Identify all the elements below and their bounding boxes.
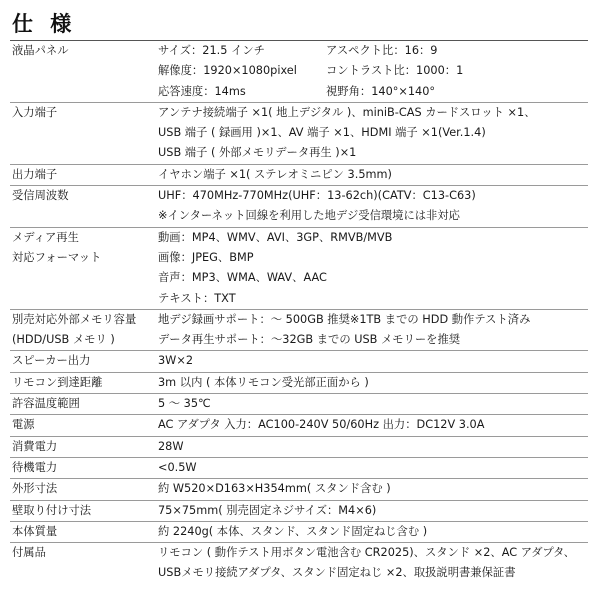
standby-value: <0.5W (158, 460, 197, 474)
spec-row-consumption (10, 437, 588, 458)
remote-value: 3m 以内 ( 本体リモコン受光部正面から ) (158, 375, 369, 389)
accessories-line: USBメモリ接続アダプタ、スタンド固定ねじ ×2、取扱説明書兼保証書 (158, 566, 516, 580)
spec-row-media (10, 228, 588, 310)
spec-label-dimensions (10, 479, 158, 499)
power-label: 電源 (12, 418, 35, 432)
consumption-value: 28W (158, 439, 184, 453)
spec-label-output (10, 165, 158, 185)
spec-values-power (158, 415, 588, 435)
page-title: 仕 様 (12, 12, 77, 36)
temperature-value: 5 ～ 35℃ (158, 397, 211, 411)
spec-row-accessories (10, 543, 588, 584)
media-video: 動画：MP4、WMV、AVI、3GP、RMVB/MVB (158, 230, 393, 244)
spec-values-remote (158, 373, 588, 393)
spec-row-speaker (10, 351, 588, 372)
media-audio: 音声：MP3、WMA、WAV、AAC (158, 271, 327, 285)
spec-label-media (10, 228, 158, 309)
media-label-line-2: 対応フォーマット (12, 250, 102, 264)
panel-line-2 (158, 61, 588, 81)
panel-size: サイズ：21.5 インチ (158, 44, 265, 57)
input-line: USB 端子 ( 録画用 )×1、AV 端子 ×1、HDMI 端子 ×1(Ver.1.4) (158, 126, 486, 140)
consumption-label: 消費電力 (12, 439, 58, 453)
external-memory-recording: 地デジ録画サポート：～ 500GB 推奨※1TB までの HDD 動作テスト済み (158, 312, 531, 326)
spec-values-dimensions (158, 479, 588, 499)
speaker-label: スピーカー出力 (12, 354, 91, 368)
spec-label-input (10, 103, 158, 164)
spec-values-accessories (158, 543, 588, 584)
spec-values-temperature (158, 394, 588, 414)
wall-mount-value: 75×75mm( 別売固定ネジサイズ：M4×6) (158, 503, 377, 517)
panel-aspect-ratio: アスペクト比：16：9 (326, 44, 438, 57)
spec-row-panel (10, 41, 588, 103)
standby-label: 待機電力 (12, 460, 58, 474)
media-label-line-1: メディア再生 (12, 230, 79, 244)
spec-values-frequency (158, 186, 588, 227)
frequency-note: ※インターネット回線を利用した地デジ受信環境には非対応 (158, 209, 460, 223)
temperature-label: 許容温度範囲 (12, 397, 80, 411)
spec-values-external-memory (158, 310, 588, 351)
remote-label: リモコン到達距離 (12, 375, 103, 389)
spec-row-output (10, 165, 588, 186)
input-line: アンテナ接続端子 ×1( 地上デジタル )、miniB-CAS カードスロット ×1、 (158, 105, 536, 119)
spec-row-power (10, 415, 588, 436)
media-image: 画像：JPEG、BMP (158, 250, 254, 264)
accessories-line: リモコン ( 動作テスト用ボタン電池含む CR2025)、スタンド ×2、AC アダプタ、 (158, 546, 575, 560)
panel-contrast: コントラスト比：1000：1 (326, 64, 464, 78)
external-memory-playback: データ再生サポート：～32GB までの USB メモリーを推奨 (158, 333, 461, 347)
spec-values-media (158, 228, 588, 309)
power-value: AC アダプタ 入力：AC100-240V 50/60Hz 出力：DC12V 3.0A (158, 418, 485, 432)
spec-values-wall-mount (158, 501, 588, 521)
panel-line-3 (158, 82, 588, 102)
external-memory-label-line-2: (HDD/USB メモリ ) (12, 333, 115, 347)
spec-label-remote (10, 373, 158, 393)
spec-label-temperature (10, 394, 158, 414)
frequency-line: UHF：470MHz-770MHz(UHF：13-62ch)(CATV：C13-C63) (158, 189, 476, 203)
spec-label-wall-mount (10, 501, 158, 521)
panel-viewing-angle: 視野角：140°×140° (326, 84, 436, 98)
spec-label-panel (10, 41, 158, 102)
accessories-label: 付属品 (12, 546, 46, 560)
spec-label-external-memory (10, 310, 158, 351)
spec-row-external-memory (10, 310, 588, 352)
spec-label-speaker (10, 351, 158, 371)
spec-values-consumption (158, 437, 588, 457)
spec-row-weight (10, 522, 588, 543)
output-label: 出力端子 (12, 167, 58, 181)
spec-values-weight (158, 522, 588, 542)
spec-label-standby (10, 458, 158, 478)
spec-values-standby (158, 458, 588, 478)
spec-label-power (10, 415, 158, 435)
spec-row-remote (10, 373, 588, 394)
spec-table (10, 40, 588, 584)
spec-values-input (158, 103, 588, 164)
spec-row-input (10, 103, 588, 165)
dimensions-label: 外形寸法 (12, 482, 58, 496)
output-value: イヤホン端子 ×1( ステレオミニピン 3.5mm) (158, 167, 392, 181)
input-line: USB 端子 ( 外部メモリデータ再生 )×1 (158, 146, 357, 160)
input-label: 入力端子 (12, 105, 58, 119)
spec-values-speaker (158, 351, 588, 371)
spec-label-weight (10, 522, 158, 542)
spec-row-frequency (10, 186, 588, 228)
panel-resolution: 解像度：1920×1080pixel (158, 64, 297, 78)
spec-row-standby (10, 458, 588, 479)
external-memory-label-line-1: 別売対応外部メモリ容量 (12, 312, 137, 326)
wall-mount-label: 壁取り付け寸法 (12, 503, 92, 517)
spec-values-output (158, 165, 588, 185)
spec-label-frequency (10, 186, 158, 227)
panel-line-1 (158, 41, 588, 61)
spec-row-wall-mount (10, 501, 588, 522)
spec-row-dimensions (10, 479, 588, 500)
weight-label: 本体質量 (12, 524, 58, 538)
frequency-label: 受信周波数 (12, 189, 69, 203)
spec-label-consumption (10, 437, 158, 457)
spec-values-panel (158, 41, 588, 102)
weight-value: 約 2240g( 本体、スタンド、スタンド固定ねじ含む ) (158, 524, 428, 538)
dimensions-value: 約 W520×D163×H354mm( スタンド含む ) (158, 482, 391, 496)
panel-label: 液晶パネル (12, 44, 69, 57)
media-text: テキスト：TXT (158, 291, 236, 305)
spec-label-accessories (10, 543, 158, 584)
spec-row-temperature (10, 394, 588, 415)
speaker-value: 3W×2 (158, 354, 194, 368)
panel-response: 応答速度：14ms (158, 84, 246, 98)
